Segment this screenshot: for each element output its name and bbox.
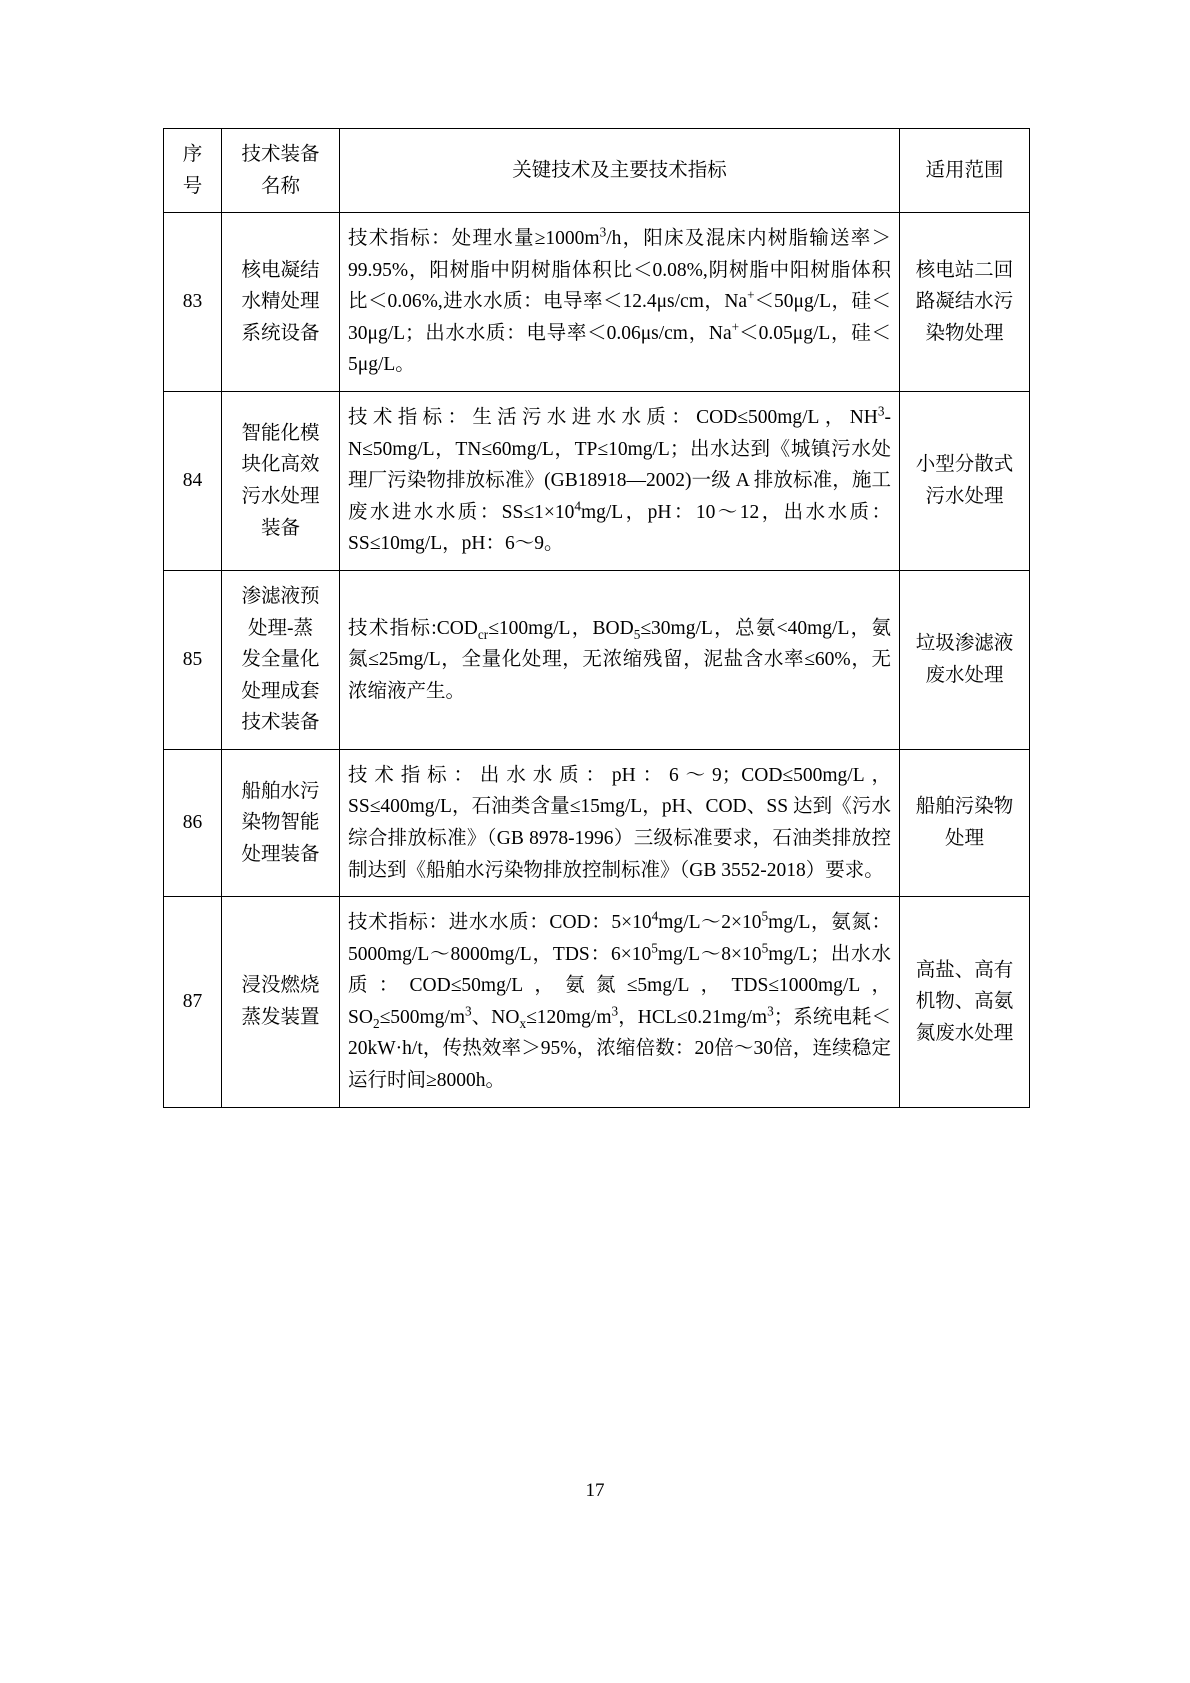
table-row [164, 392, 1030, 571]
key-technology-indicators: 技术指标：出水水质：pH：6～9；COD≤500mg/L，SS≤400mg/L，石油类含量≤15mg/L，pH、COD、SS 达到《污水综合排放标准》（GB 8978-1996）三级标准要求，石油类排放控制达到《船舶水污染物排放控制标准》（GB 3552-2018）要求。 [340, 749, 900, 896]
table-row [164, 897, 1030, 1107]
row-number: 86 [164, 749, 222, 896]
key-technology-indicators: 技术指标：生活污水进水水质：COD≤500mg/L，$NH^3-N\le 50mg/L$，TN≤60mg/L，TP≤10mg/L；出水达到《城镇污水处理厂污染物排放标准》(GB18918—2002)一级 A 排放标准，施工废水进水水质：$SS\le 1\times 10^4mg/L$，pH：10～12，出水水质：SS≤10mg/L，pH：6～9。 [340, 392, 900, 571]
table-row [164, 213, 1030, 392]
table-row [164, 749, 1030, 896]
page-number: 17 [585, 1480, 605, 1501]
key-technology-indicators: 技术指标：进水水质：COD：$5\times 10^4mg/L\sim 2\times 10^5mg/L$，氨氮：5000mg/L～8000mg/L，TDS：$6\times 10^5mg/L\sim 8\times 10^5mg/L$；出水水质：COD≤50mg/L，氨氮≤5mg/L，TDS≤1000mg/L，$SO_2\le 500mg/m^3$、$NO_x\le 120mg/m^3$，$HCL\le 0.21mg/m^3$；系统电耗＜20kW·h/t，传热效率＞95%，浓缩倍数：20倍～30倍，连续稳定运行时间≥8000h。 [340, 897, 900, 1107]
column-header-key: 关键技术及主要技术指标 [340, 129, 900, 213]
technology-equipment-table [163, 128, 1030, 1108]
column-header-name: 技术装备 名称 [222, 129, 340, 213]
table-header-row [164, 129, 1030, 213]
application-scope: 垃圾渗滤液 废水处理 [900, 570, 1030, 749]
equipment-name: 核电凝结 水精处理 系统设备 [222, 213, 340, 392]
application-scope: 高盐、高有 机物、高氨 氮废水处理 [900, 897, 1030, 1107]
equipment-name: 渗滤液预 处理-蒸 发全量化 处理成套 技术装备 [222, 570, 340, 749]
table-row [164, 570, 1030, 749]
equipment-name: 船舶水污 染物智能 处理装备 [222, 749, 340, 896]
application-scope: 核电站二回 路凝结水污 染物处理 [900, 213, 1030, 392]
key-technology-indicators: 技术指标：处理水量$\ge 1000m^3/h$，阳床及混床内树脂输送率＞99.95%，阳树脂中阴树脂体积比＜0.08%,阴树脂中阳树脂体积比＜0.06%,进水水质：电导率＜12.4μs/cm，Na+＜50μg/L，硅＜30μg/L；出水水质：电导率＜0.06μs/cm，Na+＜0.05μg/L，硅＜5μg/L。 [340, 213, 900, 392]
table-header [164, 129, 1030, 213]
equipment-name: 浸没燃烧 蒸发装置 [222, 897, 340, 1107]
key-technology-indicators: 技术指标$:COD_{cr}\le 100mg/L$，$BOD_5\le 30mg/L$，总氨<40mg/L，氨氮≤25mg/L，全量化处理，无浓缩残留，泥盐含水率≤60%，无浓缩液产生。 [340, 570, 900, 749]
row-number: 83 [164, 213, 222, 392]
equipment-name: 智能化模 块化高效 污水处理 装备 [222, 392, 340, 571]
application-scope: 小型分散式 污水处理 [900, 392, 1030, 571]
column-header-no: 序 号 [164, 129, 222, 213]
row-number: 87 [164, 897, 222, 1107]
table-body [164, 213, 1030, 1107]
column-header-scope: 适用范围 [900, 129, 1030, 213]
row-number: 85 [164, 570, 222, 749]
application-scope: 船舶污染物 处理 [900, 749, 1030, 896]
row-number: 84 [164, 392, 222, 571]
